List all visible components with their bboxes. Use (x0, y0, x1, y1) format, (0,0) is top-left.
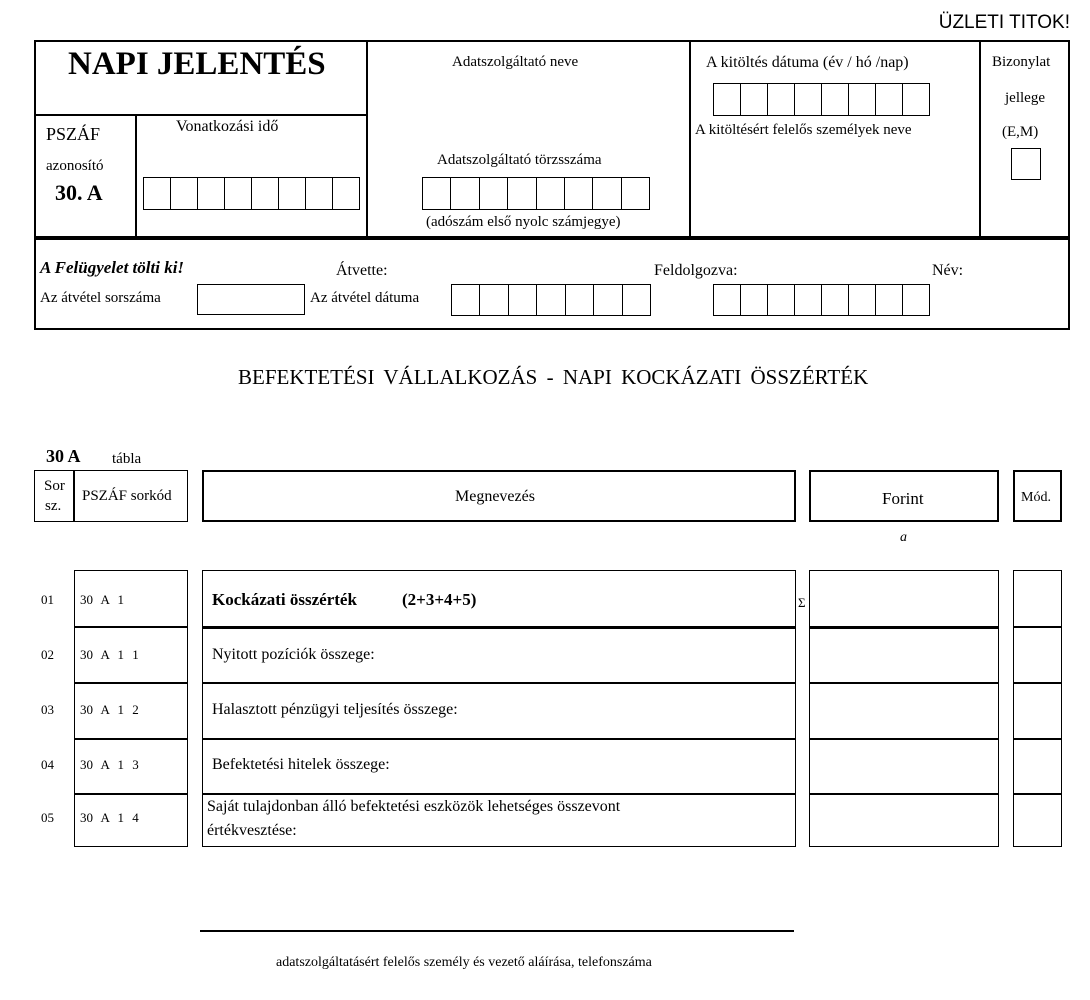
col-letter: a (900, 530, 907, 545)
col-sz-label: sz. (45, 498, 62, 514)
received-label: Átvette: (336, 262, 388, 279)
row-number: 03 (41, 702, 54, 717)
forint-value-cell[interactable] (811, 572, 997, 626)
row-number: 02 (41, 647, 54, 662)
main-title: BEFEKTETÉSI VÁLLALKOZÁS - NAPI KOCKÁZATI ÖSSZÉRTÉK (238, 365, 869, 389)
serial-input[interactable] (197, 284, 305, 315)
name-label: Név: (932, 262, 964, 279)
forint-value-cell[interactable] (811, 795, 997, 845)
row-code: 30 A 1 3 (80, 757, 139, 772)
mod-value-cell[interactable] (1015, 795, 1060, 845)
col-sorkod-label: PSZÁF sorkód (82, 488, 172, 504)
doc-type-options: (E,M) (1002, 124, 1039, 140)
row-code: 30 A 1 (80, 592, 124, 607)
reference-time-label: Vonatkozási idő (176, 118, 279, 135)
doc-type-label: Bizonylat (992, 54, 1051, 70)
azonosito-label: azonosító (46, 158, 104, 174)
mod-value-cell[interactable] (1015, 740, 1060, 792)
row-name: Nyitott pozíciók összege: (212, 646, 375, 663)
fill-date-boxes[interactable] (713, 83, 930, 116)
row-name: Kockázati összérték (212, 590, 357, 609)
reference-time-boxes[interactable] (143, 177, 360, 210)
fill-date-label: A kitöltés dátuma (év / hó /nap) (706, 54, 909, 71)
mod-value-cell[interactable] (1015, 572, 1060, 626)
table-id (46, 446, 81, 467)
col-megnevezes-label: Megnevezés (455, 488, 535, 505)
table-id-code: 30 A (46, 446, 81, 466)
receipt-date-boxes[interactable] (451, 284, 651, 316)
signature-label: adatszolgáltatásért felelős személy és vezető aláírása, telefonszáma (276, 955, 652, 970)
row-code: 30 A 1 4 (80, 810, 139, 825)
doc-type-box[interactable] (1011, 148, 1041, 180)
row-name-continued: értékvesztése: (207, 822, 297, 839)
provider-reg-label: Adatszolgáltató törzsszáma (437, 152, 602, 168)
row-number: 05 (41, 810, 54, 825)
report-title: NAPI JELENTÉS (68, 46, 326, 82)
pszaf-label: PSZÁF (46, 124, 101, 144)
serial-label: Az átvétel sorszáma (40, 290, 161, 306)
supervision-title: A Felügyelet tölti ki! (40, 258, 185, 277)
provider-reg-note: (adószám első nyolc számjegye) (426, 214, 621, 230)
mod-value-cell[interactable] (1015, 684, 1060, 737)
form-id: 30. A (55, 180, 103, 205)
processed-label: Feldolgozva: (654, 262, 738, 279)
doc-type-label-2: jellege (1005, 90, 1045, 106)
responsible-persons-label: A kitöltésért felelős személyek neve (695, 122, 912, 138)
row-formula: (2+3+4+5) (402, 590, 477, 609)
row-code: 30 A 1 2 (80, 702, 139, 717)
col-sor-label: Sor (44, 478, 65, 494)
row-name: Halasztott pénzügyi teljesítés összege: (212, 701, 458, 718)
processed-date-boxes[interactable] (713, 284, 930, 316)
col-mod-label: Mód. (1021, 490, 1051, 505)
forint-value-cell[interactable] (811, 740, 997, 792)
forint-value-cell[interactable] (811, 629, 997, 681)
sigma-symbol: Σ (798, 595, 806, 610)
row-name: Befektetési hitelek összege: (212, 756, 390, 773)
confidential-label: ÜZLETI TITOK! (938, 12, 1070, 33)
row-number: 04 (41, 757, 54, 772)
row-name: Saját tulajdonban álló befektetési eszközök lehetséges összevont (207, 798, 621, 815)
mod-value-cell[interactable] (1015, 629, 1060, 681)
row-number: 01 (41, 592, 54, 607)
signature-line (200, 930, 794, 932)
col-forint-label: Forint (882, 489, 924, 508)
receipt-date-label: Az átvétel dátuma (310, 290, 420, 306)
provider-reg-boxes[interactable] (422, 177, 650, 210)
row-code: 30 A 1 1 (80, 647, 139, 662)
provider-name-label: Adatszolgáltató neve (452, 54, 579, 70)
forint-value-cell[interactable] (811, 684, 997, 737)
table-word: tábla (112, 451, 142, 467)
